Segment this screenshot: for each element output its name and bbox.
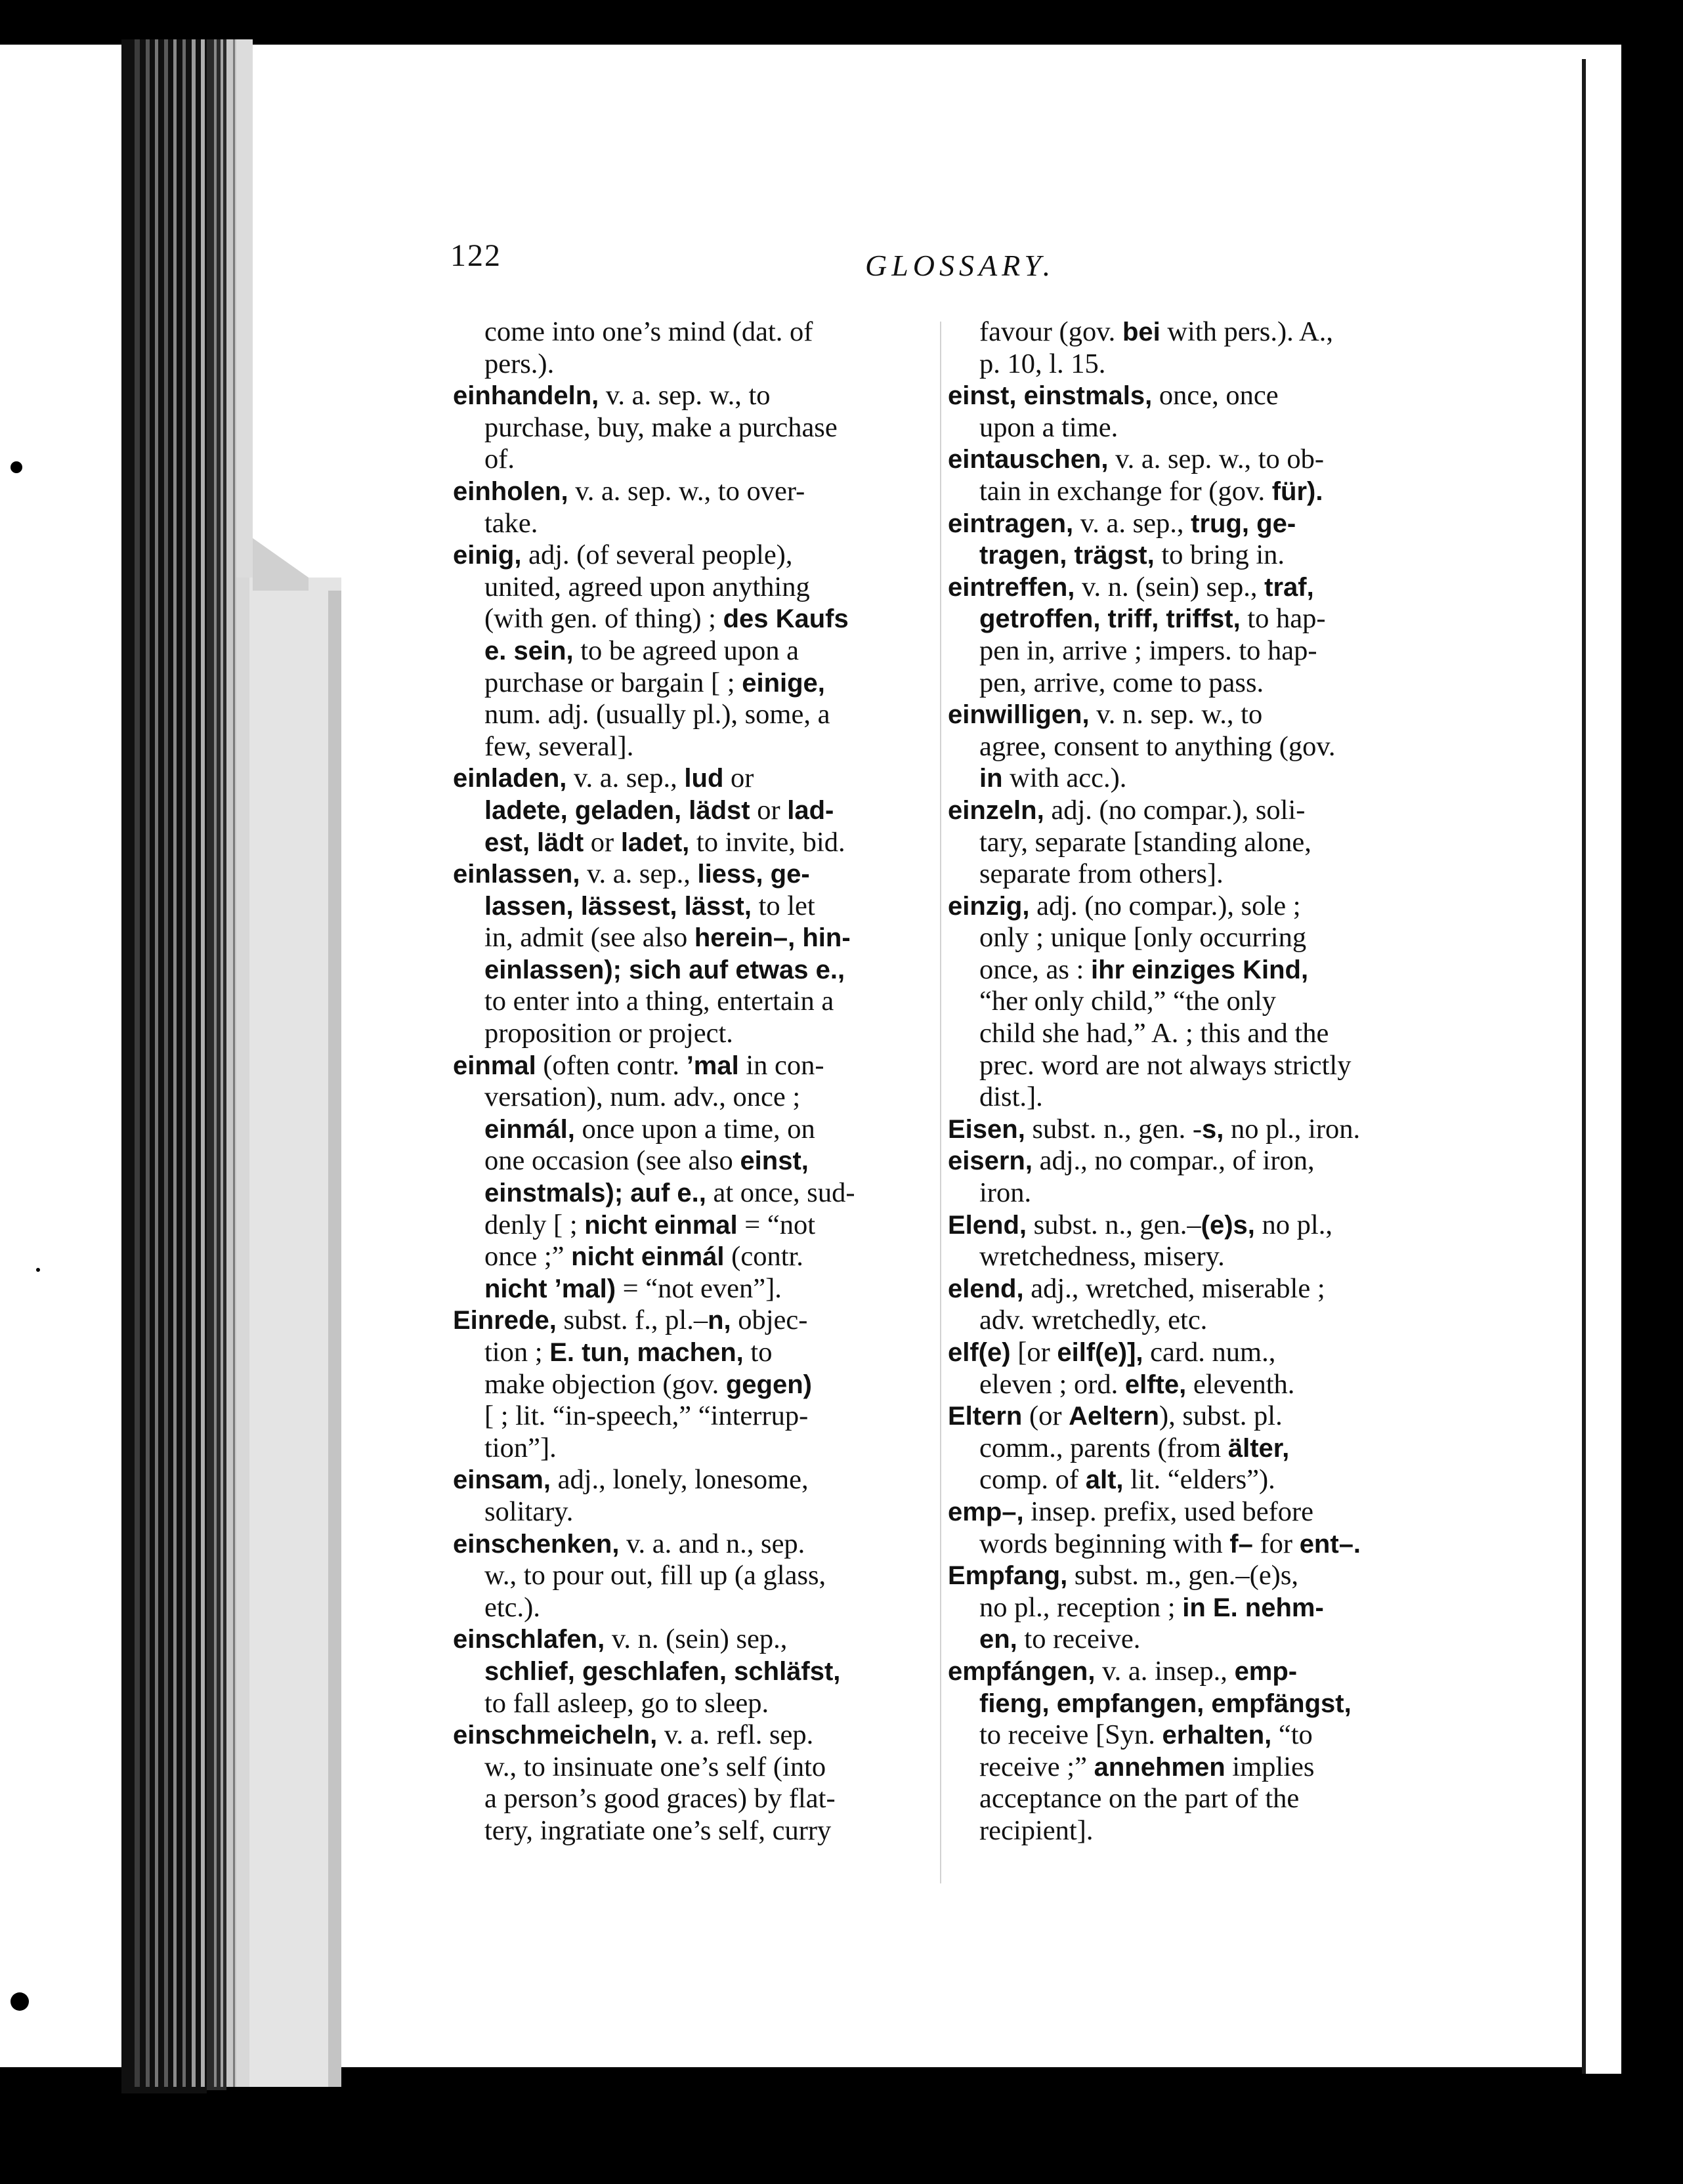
definition-text: (with gen. of thing) ;	[484, 603, 723, 635]
glossary-line	[484, 795, 932, 827]
definition-text: objec-	[731, 1305, 808, 1336]
definition-text: v. a. sep.,	[580, 858, 698, 890]
definition-text: child she had,” A. ; this and the	[979, 1018, 1329, 1049]
headword-text: liess, ge-	[697, 860, 810, 889]
definition-text: only ; unique [only occurring	[979, 922, 1307, 954]
definition-text: v. n. (sein) sep.,	[1075, 571, 1265, 602]
definition-text: come into one’s mind (dat. of	[484, 316, 813, 347]
definition-text: pen, arrive, come to pass.	[979, 667, 1264, 698]
definition-text: to receive [Syn.	[979, 1719, 1162, 1751]
column-divider	[940, 322, 941, 1883]
glossary-line	[484, 348, 932, 381]
glossary-line	[484, 1177, 932, 1209]
glossary-line	[484, 1018, 932, 1050]
glossary-line	[484, 1656, 932, 1688]
glossary-line	[979, 635, 1434, 667]
glossary-line	[484, 954, 932, 986]
definition-text: or	[750, 794, 788, 826]
headword-text: schlief, geschlafen, schläfst,	[484, 1656, 841, 1686]
headword-text: lassen, lässest, lässt,	[484, 891, 752, 921]
definition-text: with pers.). A.,	[1160, 316, 1333, 347]
glossary-line	[979, 1433, 1434, 1465]
glossary-entry	[453, 1624, 932, 1656]
definition-text: tion ;	[484, 1337, 550, 1368]
definition-text: in, admit (see also	[484, 922, 694, 954]
definition-text: or	[584, 826, 621, 858]
headword-text: nicht einmal	[584, 1210, 738, 1240]
glossary-line	[484, 1241, 932, 1273]
glossary-entry	[948, 572, 1434, 604]
headword-text: für).	[1271, 476, 1323, 506]
definition-text: prec. word are not always strictly	[979, 1049, 1352, 1081]
headword-text: f–	[1229, 1529, 1253, 1559]
definition-text: ), subst. pl.	[1159, 1400, 1283, 1432]
glossary-entry	[948, 444, 1434, 476]
headword-text: Elend,	[948, 1210, 1027, 1240]
headword-text: Aeltern	[1069, 1402, 1159, 1431]
headword-text: Eisen,	[948, 1114, 1025, 1144]
headword-text: e. sein,	[484, 636, 574, 665]
definition-text: acceptance on the part of the	[979, 1783, 1300, 1815]
glossary-line	[979, 1050, 1434, 1082]
glossary-line	[979, 1592, 1434, 1624]
definition-text: once, once	[1152, 380, 1279, 411]
headword-text: einmál,	[484, 1114, 575, 1144]
glossary-line	[979, 603, 1434, 635]
headword-text: einzig,	[948, 891, 1030, 921]
headword-text: emp–,	[948, 1497, 1024, 1526]
headword-text: est, lädt	[484, 828, 584, 857]
definition-text: to invite, bid.	[689, 826, 845, 858]
definition-text: v. a. and n., sep.	[619, 1528, 805, 1559]
glossary-entry	[948, 1496, 1434, 1528]
glossary-line	[484, 635, 932, 667]
headword-text: emp-	[1234, 1656, 1298, 1686]
glossary-line	[979, 1369, 1434, 1401]
glossary-entry	[948, 380, 1434, 412]
glossary-entry	[453, 1050, 932, 1082]
glossary-entry	[453, 1305, 932, 1337]
headword-text: einstmals); auf e.,	[484, 1179, 706, 1208]
glossary-line	[979, 1624, 1434, 1656]
glossary-entry	[948, 1400, 1434, 1433]
definition-text: with acc.).	[1002, 763, 1127, 794]
glossary-line	[979, 1018, 1434, 1050]
glossary-line	[484, 1082, 932, 1114]
definition-text: proposition or project.	[484, 1018, 733, 1049]
headword-text: einlassen); sich auf etwas e.,	[484, 955, 845, 984]
glossary-line	[484, 1815, 932, 1847]
definition-text: card. num.,	[1143, 1337, 1276, 1368]
glossary-entry	[948, 1656, 1434, 1688]
definition-text: adj., wretched, miserable ;	[1023, 1272, 1325, 1304]
glossary-line	[484, 572, 932, 604]
definition-text: subst. n., gen. -	[1025, 1113, 1202, 1144]
definition-text: adj. (no compar.), soli-	[1044, 794, 1306, 826]
glossary-line	[484, 1145, 932, 1177]
glossary-line	[484, 1592, 932, 1624]
definition-text: = “not even”].	[616, 1272, 782, 1304]
glossary-line	[979, 1752, 1434, 1784]
glossary-line	[979, 1305, 1434, 1337]
definition-text: v. a. insep.,	[1095, 1655, 1235, 1687]
definition-text: lit. “elders”).	[1123, 1464, 1275, 1496]
definition-text: [or	[1010, 1337, 1057, 1368]
definition-text: receive ;”	[979, 1751, 1094, 1782]
headword-text: tragen, trägst,	[979, 541, 1155, 570]
definition-text: once, as :	[979, 954, 1091, 985]
headword-text: elfte,	[1124, 1370, 1187, 1399]
glossary-entry	[948, 1114, 1434, 1146]
glossary-entry	[948, 1145, 1434, 1177]
glossary-line	[979, 316, 1434, 348]
glossary-entry	[948, 891, 1434, 923]
definition-text: purchase or bargain [ ;	[484, 667, 742, 698]
definition-text: etc.).	[484, 1591, 540, 1623]
headword-text: einschlafen,	[453, 1625, 605, 1654]
glossary-line	[484, 699, 932, 731]
definition-text: “her only child,” “the only	[979, 986, 1276, 1017]
headword-text: erhalten,	[1162, 1721, 1272, 1750]
headword-text: einholen,	[453, 476, 568, 506]
definition-text: implies	[1225, 1751, 1315, 1782]
headword-text: eintragen,	[948, 509, 1074, 538]
glossary-line	[979, 476, 1434, 508]
headword-text: ’mal	[686, 1051, 739, 1080]
glossary-line	[484, 667, 932, 700]
glossary-line	[484, 1209, 932, 1242]
glossary-line	[484, 1496, 932, 1528]
definition-text: tain in exchange for (gov.	[979, 475, 1272, 507]
glossary-line	[484, 1337, 932, 1369]
headword-text: annehmen	[1094, 1752, 1225, 1782]
glossary-entry	[948, 508, 1434, 540]
headword-text: in	[979, 764, 1003, 793]
definition-text: recipient].	[979, 1815, 1094, 1846]
glossary-line	[484, 316, 932, 348]
definition-text: “to	[1271, 1719, 1313, 1751]
definition-text: v. a. sep.,	[566, 763, 685, 794]
headword-text: eisern,	[948, 1146, 1033, 1176]
definition-text: to be agreed upon a	[573, 635, 799, 666]
glossary-line	[484, 827, 932, 859]
definition-text: solitary.	[484, 1496, 574, 1527]
definition-text: (or	[1022, 1400, 1069, 1432]
headword-text: herein–, hin-	[694, 923, 851, 953]
definition-text: eleven ; ord.	[979, 1368, 1125, 1400]
definition-text: for	[1252, 1528, 1300, 1559]
glossary-line	[979, 986, 1434, 1018]
headword-text: älter,	[1227, 1433, 1290, 1463]
glossary-line	[979, 348, 1434, 381]
glossary-line	[484, 603, 932, 635]
glossary-line	[979, 1177, 1434, 1209]
glossary-line	[484, 1433, 932, 1465]
glossary-line	[979, 1241, 1434, 1273]
definition-text: iron.	[979, 1177, 1032, 1209]
glossary-entry	[453, 539, 932, 572]
definition-text: to enter into a thing, entertain a	[484, 986, 834, 1017]
headword-text: einzeln,	[948, 795, 1044, 825]
definition-text: few, several].	[484, 730, 634, 762]
definition-text: to receive.	[1017, 1624, 1141, 1655]
definition-text: adj. (no compar.), sole ;	[1029, 890, 1301, 921]
glossary-line	[979, 954, 1434, 986]
definition-text: v. a. sep. w., to over-	[568, 475, 805, 507]
glossary-line	[979, 1528, 1434, 1561]
headword-text: Empfang,	[948, 1561, 1068, 1591]
headword-text: einwilligen,	[948, 700, 1090, 730]
glossary-line	[979, 858, 1434, 891]
headword-text: traf,	[1264, 572, 1314, 602]
headword-text: en,	[979, 1625, 1017, 1654]
definition-text: no pl., iron.	[1224, 1113, 1361, 1144]
headword-text: getroffen, triff, triffst,	[979, 604, 1241, 634]
definition-text: no pl.,	[1254, 1209, 1332, 1240]
glossary-entry	[453, 476, 932, 508]
definition-text: num. adj. (usually pl.), some, a	[484, 699, 830, 730]
glossary-line	[979, 412, 1434, 444]
definition-text: to hap-	[1240, 603, 1326, 635]
headword-text: eintauschen,	[948, 445, 1109, 474]
headword-text: eintreffen,	[948, 572, 1075, 602]
definition-text: purchase, buy, make a purchase	[484, 411, 838, 443]
glossary-line	[979, 1719, 1434, 1752]
definition-text: v. a. refl. sep.	[657, 1719, 814, 1751]
definition-text: at once, sud-	[706, 1177, 855, 1209]
definition-text: eleventh.	[1186, 1368, 1295, 1400]
glossary-entry	[948, 699, 1434, 731]
headword-text: einige,	[742, 668, 825, 698]
definition-text: tary, separate [standing alone,	[979, 826, 1311, 858]
glossary-entry	[948, 1209, 1434, 1242]
definition-text: agree, consent to anything (gov.	[979, 730, 1336, 762]
headword-text: lud	[684, 764, 724, 793]
definition-text: pers.).	[484, 348, 555, 379]
headword-text: einig,	[453, 541, 522, 570]
headword-text: ladet,	[620, 828, 690, 857]
glossary-line	[484, 1560, 932, 1592]
headword-text: einmal	[453, 1051, 536, 1080]
glossary-line	[484, 1783, 932, 1815]
headword-text: ent–.	[1299, 1529, 1361, 1559]
definition-text: p. 10, l. 15.	[979, 348, 1106, 379]
glossary-entry	[453, 1528, 932, 1561]
headword-text: ihr einziges Kind,	[1090, 955, 1309, 984]
headword-text: einschenken,	[453, 1529, 620, 1559]
glossary-entry	[948, 795, 1434, 827]
definition-text: once ;”	[484, 1241, 572, 1272]
definition-text: [ ; lit. “in-speech,” “interrup-	[484, 1400, 809, 1432]
headword-text: einhandeln,	[453, 381, 599, 411]
definition-text: pen in, arrive ; impers. to hap-	[979, 635, 1317, 666]
glossary-line	[484, 922, 932, 954]
page-number: 122	[450, 238, 501, 273]
definition-text: words beginning with	[979, 1528, 1230, 1559]
definition-text: to fall asleep, go to sleep.	[484, 1687, 769, 1719]
headword-text: E. tun, machen,	[549, 1338, 744, 1367]
definition-text: = “not	[737, 1209, 816, 1240]
glossary-entry	[453, 380, 932, 412]
definition-text: a person’s good graces) by flat-	[484, 1783, 836, 1815]
definition-text: comp. of	[979, 1464, 1086, 1496]
headword-text: in E. nehm-	[1182, 1593, 1324, 1622]
headword-text: lad-	[787, 795, 834, 825]
glossary-entry	[948, 1273, 1434, 1305]
glossary-entry	[453, 858, 932, 891]
definition-text: favour (gov.	[979, 316, 1122, 347]
glossary-entry	[453, 1464, 932, 1496]
glossary-entry	[453, 1719, 932, 1752]
definition-text: take.	[484, 507, 538, 539]
headword-text: (e)s,	[1201, 1210, 1255, 1240]
glossary-line	[979, 1783, 1434, 1815]
headword-text: alt,	[1085, 1465, 1124, 1495]
headword-text: trug, ge-	[1191, 509, 1296, 538]
definition-text: of.	[484, 444, 515, 475]
left-column	[453, 316, 932, 1847]
definition-text: (often contr.	[536, 1049, 687, 1081]
headword-text: nicht einmál	[571, 1242, 725, 1272]
glossary-entry	[948, 1560, 1434, 1592]
definition-text: w., to pour out, fill up (a glass,	[484, 1560, 826, 1591]
definition-text: subst. m., gen.–(e)s,	[1067, 1560, 1299, 1591]
glossary-line	[979, 731, 1434, 763]
glossary-line	[484, 731, 932, 763]
definition-text: upon a time.	[979, 411, 1118, 443]
headword-text: Eltern	[948, 1402, 1023, 1431]
headword-text: fieng, empfangen, empfängst,	[979, 1689, 1352, 1718]
definition-text: to	[743, 1337, 773, 1368]
definition-text: in con-	[738, 1049, 824, 1081]
definition-text: comm., parents (from	[979, 1432, 1228, 1463]
definition-text: versation), num. adv., once ;	[484, 1082, 801, 1113]
headword-text: eilf(e)],	[1057, 1338, 1143, 1367]
definition-text: tery, ingratiate one’s self, curry	[484, 1815, 832, 1846]
headword-text: bei	[1122, 318, 1161, 346]
glossary-line	[484, 1752, 932, 1784]
glossary-line	[484, 1273, 932, 1305]
definition-text: or	[723, 763, 754, 794]
definition-text: denly [ ;	[484, 1209, 585, 1240]
running-title: GLOSSARY.	[865, 249, 1055, 282]
headword-text: ladete, geladen, lädst	[484, 795, 750, 825]
glossary-line	[979, 667, 1434, 700]
definition-text: one occasion (see also	[484, 1145, 740, 1177]
definition-text: united, agreed upon anything	[484, 571, 810, 602]
definition-text: w., to insinuate one’s self (into	[484, 1751, 826, 1782]
headword-text: des Kaufs	[723, 604, 849, 634]
glossary-line	[484, 1400, 932, 1433]
definition-text: v. n. (sein) sep.,	[605, 1624, 788, 1655]
definition-text: wretchedness, misery.	[979, 1241, 1225, 1272]
book-page-edges	[121, 39, 240, 2093]
definition-text: subst. n., gen.–	[1027, 1209, 1201, 1240]
glossary-line	[979, 1464, 1434, 1496]
headword-text: Einrede,	[453, 1306, 557, 1335]
definition-text: dist.].	[979, 1082, 1043, 1113]
definition-text: adj., lonely, lonesome,	[550, 1464, 809, 1496]
definition-text: no pl., reception ;	[979, 1591, 1183, 1623]
headword-text: n,	[708, 1306, 731, 1335]
definition-text: adv. wretchedly, etc.	[979, 1305, 1208, 1336]
definition-text: (contr.	[724, 1241, 803, 1272]
glossary-line	[484, 1114, 932, 1146]
glossary-entry	[453, 763, 932, 795]
glossary-line	[484, 444, 932, 476]
definition-text: adj. (of several people),	[521, 539, 793, 571]
headword-text: einst, einstmals,	[948, 381, 1153, 411]
glossary-line	[979, 763, 1434, 795]
glossary-line	[484, 986, 932, 1018]
glossary-line	[484, 891, 932, 923]
glossary-line	[979, 1082, 1434, 1114]
glossary-line	[979, 1688, 1434, 1720]
definition-text: insep. prefix, used before	[1023, 1496, 1313, 1527]
headword-text: empfángen,	[948, 1656, 1096, 1686]
headword-text: elf(e)	[948, 1338, 1011, 1367]
headword-text: nicht ’mal)	[484, 1274, 616, 1303]
headword-text: gegen)	[725, 1370, 812, 1399]
definition-text: make objection (gov.	[484, 1368, 726, 1400]
definition-text: adj., no compar., of iron,	[1032, 1145, 1315, 1177]
definition-text: once upon a time, on	[574, 1113, 815, 1144]
glossary-line	[484, 508, 932, 540]
definition-text: v. a. sep. w., to	[599, 380, 771, 411]
definition-text: v. n. sep. w., to	[1089, 699, 1263, 730]
glossary-line	[979, 539, 1434, 572]
glossary-line	[979, 1815, 1434, 1847]
definition-text: v. a. sep. w., to ob-	[1108, 444, 1325, 475]
glossary-line	[484, 1369, 932, 1401]
definition-text: to let	[751, 890, 815, 921]
definition-text: separate from others].	[979, 858, 1224, 890]
headword-text: einschmeicheln,	[453, 1721, 658, 1750]
headword-text: elend,	[948, 1274, 1024, 1303]
headword-text: einladen,	[453, 764, 567, 793]
glossary-line	[979, 827, 1434, 859]
definition-text: v. a. sep.,	[1073, 507, 1191, 539]
headword-text: einlassen,	[453, 860, 580, 889]
right-column	[948, 316, 1434, 1847]
definition-text: tion”].	[484, 1432, 557, 1463]
headword-text: einsam,	[453, 1465, 551, 1495]
glossary-line	[484, 1688, 932, 1720]
definition-text: to bring in.	[1154, 539, 1285, 571]
glossary-entry	[948, 1337, 1434, 1369]
headword-text: einst,	[740, 1146, 809, 1176]
definition-text: subst. f., pl.–	[556, 1305, 708, 1336]
glossary-line	[484, 412, 932, 444]
glossary-line	[979, 922, 1434, 954]
headword-text: s,	[1202, 1114, 1224, 1144]
